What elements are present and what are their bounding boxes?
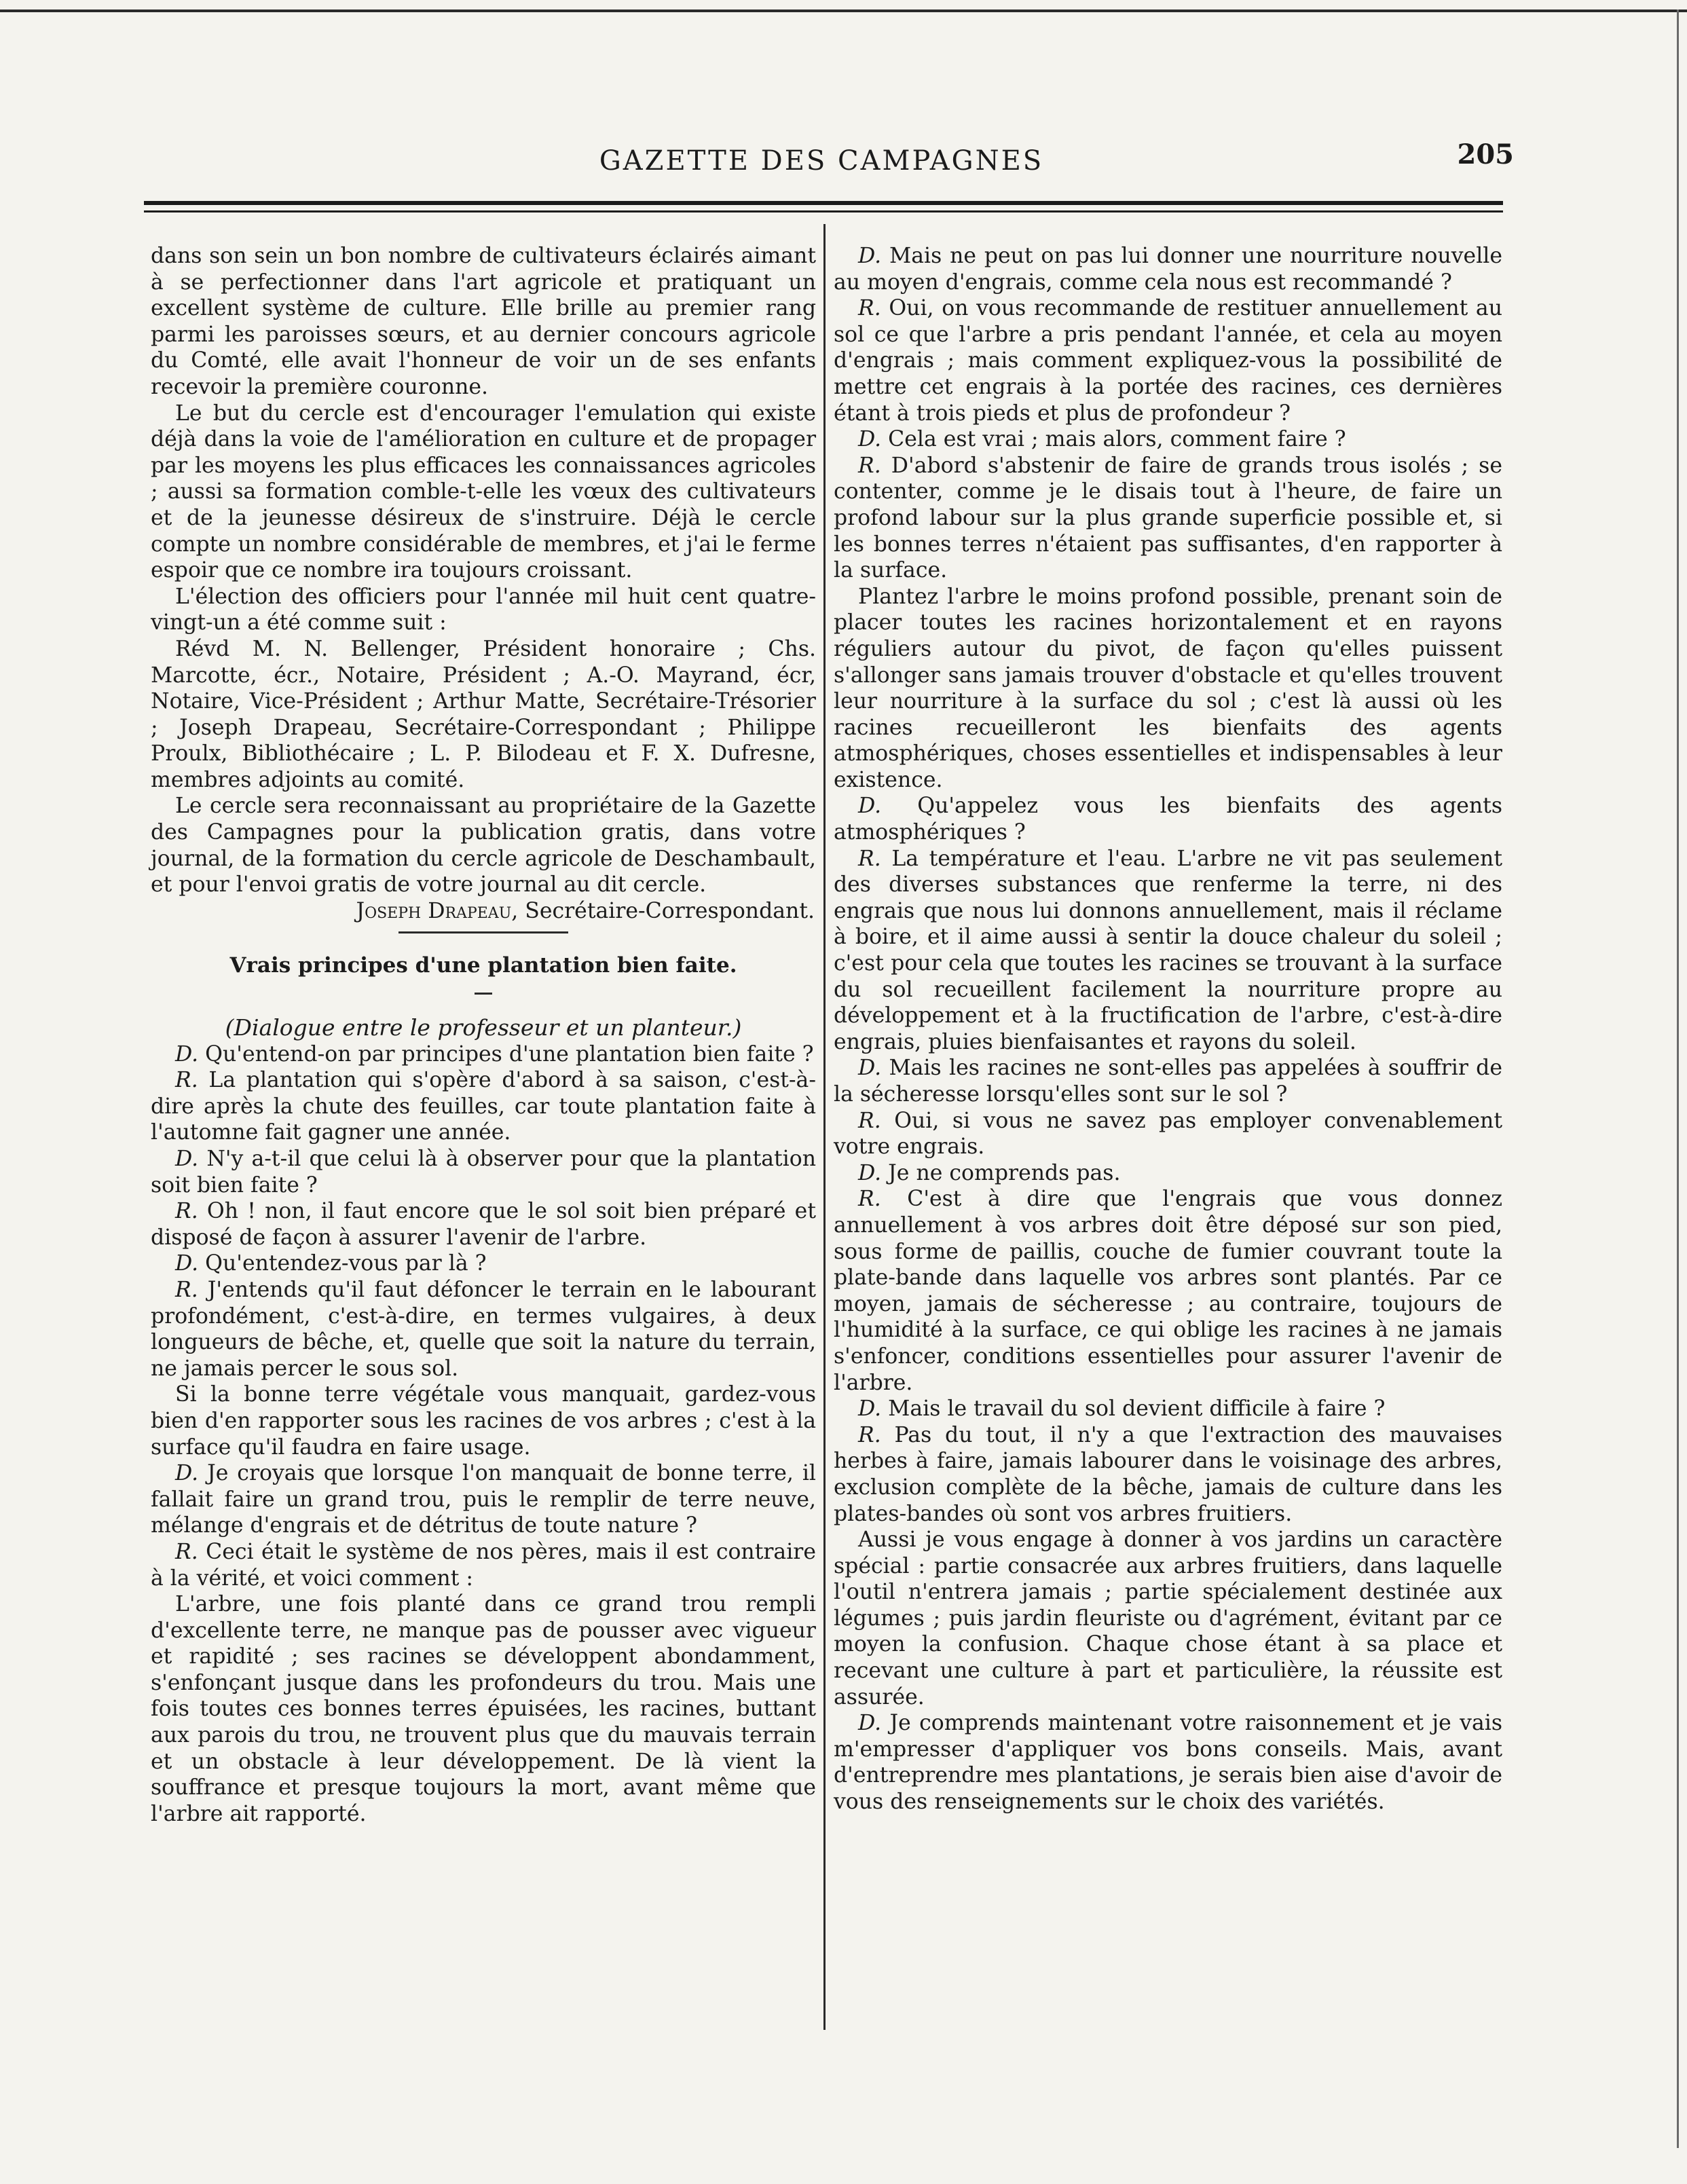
- dialogue-line: Aussi je vous engage à donner à vos jardins un caractère spécial : partie consacrée aux arbres fruitiers, dans laquelle l'outil n'entrera jamais ; partie spécialement destinée aux légumes ; puis jardin fleuriste ou d'agrément, évitant par ce moyen la confusion. Chaque chose étant à sa place et recevant une culture à part et particulière, la réussite est assurée.: [834, 1528, 1502, 1709]
- article-title: Vrais principes d'une plantation bien faite.: [229, 953, 737, 978]
- paragraph: L'élection des officiers pour l'année mil huit cent quatre-vingt-un a été comme suit :: [151, 584, 816, 635]
- dialogue-line: D. Qu'entend-on par principes d'une plantation bien faite ?: [175, 1041, 814, 1067]
- dialogue-line: D. Je croyais que lorsque l'on manquait de bonne terre, il fallait faire un grand trou, puis le remplir de terre neuve, mélange d'engrais et de détritus de toute nature ?: [151, 1461, 816, 1538]
- dialogue-line: R. Ceci était le système de nos pères, mais il est contraire à la vérité, et voici comment :: [151, 1539, 816, 1591]
- dialogue-line: D. Mais les racines ne sont-elles pas appelées à souffrir de la sécheresse lorsqu'elles sont sur le sol ?: [834, 1056, 1502, 1107]
- speaker-marker: D.: [858, 244, 882, 268]
- signature: [151, 898, 815, 925]
- signature-title: , Secrétaire-Correspondant.: [511, 898, 815, 923]
- page-number: 205: [1457, 138, 1514, 170]
- dialogue-line: R. Pas du tout, il n'y a que l'extraction des mauvaises herbes à faire, jamais labourer dans le voisinage des arbres, exclusion complète de la bêche, jamais de culture dans les plates-bandes où sont vos arbres fruitiers.: [834, 1422, 1502, 1526]
- paragraph: Le cercle sera reconnaissant au propriétaire de la Gazette des Campagnes pour la publication gratis, dans votre journal, de la formation du cercle agricole de Deschambault, et pour l'envoi gratis de votre journal au dit cercle.: [151, 794, 816, 897]
- speaker-marker: D.: [858, 1396, 882, 1422]
- speaker-marker: D.: [175, 1041, 199, 1067]
- speaker-marker: D.: [175, 1147, 199, 1171]
- signature-name: Joseph Drapeau: [356, 898, 512, 923]
- dialogue-line: D. Je ne comprends pas.: [858, 1160, 1121, 1185]
- dialogue-line: D. Mais ne peut on pas lui donner une nourriture nouvelle au moyen d'engrais, comme cela nous est recommandé ?: [834, 244, 1502, 295]
- header-rule-thin: [144, 210, 1503, 212]
- running-title: GAZETTE DES CAMPAGNES: [599, 145, 1044, 177]
- speaker-marker: D.: [858, 794, 882, 819]
- dialogue-line: Si la bonne terre végétale vous manquait, gardez-vous bien d'en rapporter sous les racines de vos arbres ; c'est à la surface qu'il faudra en faire usage.: [151, 1382, 816, 1460]
- speaker-marker: R.: [858, 1108, 881, 1133]
- right-column: [834, 243, 1502, 1815]
- speaker-marker: R.: [175, 1199, 198, 1224]
- paragraph: Révd M. N. Bellenger, Président honoraire ; Chs. Marcotte, écr., Notaire, Président ; A.-O. Mayrand, écr, Notaire, Vice-Président ; Arthur Matte, Secrétaire-Trésorier ; Joseph Drapeau, Secrétaire-Correspondant ; Philippe Proulx, Bibliothécaire ; L. P. Bilodeau et F. X. Dufresne, membres adjoints au comité.: [151, 636, 816, 792]
- page-top-border: [0, 10, 1687, 12]
- speaker-marker: D.: [858, 427, 882, 452]
- dialogue-line: R. J'entends qu'il faut défoncer le terrain en le labourant profondément, c'est-à-dire, en termes vulgaires, à deux longueurs de bêche, et, quelle que soit la nature du terrain, ne jamais percer le sous sol.: [151, 1277, 816, 1381]
- dialogue-line: R. La température et l'eau. L'arbre ne vit pas seulement des diverses substances que renferme la terre, ni des engrais que nous lui donnons annuellement, mais il réclame à boire, et il aime aussi à sentir la douce chaleur du soleil ; c'est pour cela que toutes les racines se trouvant à la surface du sol recueillent facilement la nourriture propre au développement et à la fructification de l'arbre, c'est-à-dire engrais, pluies bienfaisantes et rayons du soleil.: [834, 846, 1502, 1054]
- speaker-marker: R.: [175, 1277, 198, 1302]
- dialogue-line: D. Mais le travail du sol devient difficile à faire ?: [858, 1396, 1386, 1422]
- article-subtitle: (Dialogue entre le professeur et un planteur.): [225, 1014, 742, 1041]
- dialogue-line: Plantez l'arbre le moins profond possible, prenant soin de placer toutes les racines horizontalement et en rayons réguliers autour du pivot, de façon qu'elles puissent s'allonger sans jamais trouver d'obstacle et qu'elles trouvent leur nourriture à la surface du sol ; c'est là aussi où les racines recueilleront les bienfaits des agents atmosphériques, choses essentielles et indispensables à leur existence.: [834, 584, 1502, 792]
- dialogue-line: R. C'est à dire que l'engrais que vous donnez annuellement à vos arbres doit être déposé sur son pied, sous forme de paillis, couche de fumier couvrant toute la plate-bande dans laquelle vos arbres sont plantés. Par ce moyen, jamais de sécheresse ; au contraire, toujours de l'humidité à la surface, ce qui oblige les racines à ne jamais s'enfoncer, conditions essentielles pour assurer l'avenir de l'arbre.: [834, 1187, 1502, 1395]
- header-rule-thick: [144, 201, 1503, 205]
- speaker-marker: R.: [175, 1068, 198, 1093]
- speaker-marker: D.: [858, 1160, 882, 1185]
- dialogue-line: R. La plantation qui s'opère d'abord à sa saison, c'est-à-dire après la chute des feuilles, car toute plantation faite à l'automne fait gagner une année.: [151, 1068, 816, 1145]
- speaker-marker: D.: [175, 1251, 199, 1276]
- dialogue-line: D. Qu'entendez-vous par là ?: [175, 1251, 487, 1276]
- page-header: [143, 133, 1514, 187]
- speaker-marker: R.: [858, 296, 881, 321]
- speaker-marker: R.: [858, 1187, 881, 1212]
- dialogue-line: R. Oh ! non, il faut encore que le sol soit bien préparé et disposé de façon à assurer l'avenir de l'arbre.: [151, 1199, 816, 1250]
- title-dash: [151, 982, 816, 995]
- paragraph: dans son sein un bon nombre de cultivateurs éclairés aimant à se perfectionner dans l'art agricole et pratiquant un excellent système de culture. Elle brille au premier rang parmi les paroisses sœurs, et au dernier concours agricole du Comté, elle avait l'honneur de voir un de ses enfants recevoir la première couronne.: [151, 244, 816, 399]
- dialogue-line: D. N'y a-t-il que celui là à observer pour que la plantation soit bien faite ?: [151, 1147, 816, 1198]
- column-divider: [823, 224, 826, 2030]
- speaker-marker: D.: [858, 1711, 882, 1736]
- speaker-marker: D.: [175, 1461, 199, 1486]
- speaker-marker: R.: [175, 1539, 198, 1564]
- left-column: [151, 243, 816, 1827]
- dialogue-line: L'arbre, une fois planté dans ce grand trou rempli d'excellente terre, ne manque pas de pousser avec vigueur et rapidité ; ses racines se développent abondamment, s'enfonçant jusque dans les profondeurs du trou. Mais une fois toutes ces bonnes terres épuisées, les racines, buttant aux parois du trou, ne trouvent plus que du mauvais terrain et un obstacle à leur développement. De là vient la souffrance et presque toujours la mort, avant même que l'arbre ait rapporté.: [151, 1592, 816, 1826]
- speaker-marker: R.: [858, 846, 881, 871]
- speaker-marker: R.: [858, 453, 881, 478]
- dialogue-line: R. Oui, si vous ne savez pas employer convenablement votre engrais.: [834, 1108, 1502, 1160]
- dialogue-line: R. D'abord s'abstenir de faire de grands trous isolés ; se contenter, comme je le disais tout à l'heure, de faire un profond labour sur la plus grande superficie possible et, si les bonnes terres n'étaient pas suffisantes, d'en rapporter à la surface.: [834, 453, 1502, 583]
- article-separator: [151, 925, 816, 938]
- paragraph: Le but du cercle est d'encourager l'emulation qui existe déjà dans la voie de l'amélioration en culture et de propager par les moyens les plus efficaces les connaissances agricoles ; aussi sa formation comble-t-elle les vœux des cultivateurs et de la jeunesse désireux de s'instruire. Déjà le cercle compte un nombre considérable de membres, et j'ai le ferme espoir que ce nombre ira toujours croissant.: [151, 401, 816, 583]
- speaker-marker: R.: [858, 1422, 881, 1447]
- dialogue-line: D. Cela est vrai ; mais alors, comment faire ?: [858, 427, 1346, 452]
- dialogue-line: D. Je comprends maintenant votre raisonnement et je vais m'empresser d'appliquer vos bons conseils. Mais, avant d'entreprendre mes plantations, je serais bien aise d'avoir de vous des renseignements sur le choix des variétés.: [834, 1711, 1502, 1815]
- dialogue-line: R. Oui, on vous recommande de restituer annuellement au sol ce que l'arbre a pris pendant l'année, et cela au moyen d'engrais ; mais comment expliquez-vous la possibilité de mettre cet engrais à la portée des racines, ces dernières étant à trois pieds et plus de profondeur ?: [834, 296, 1502, 426]
- dialogue-line: D. Qu'appelez vous les bienfaits des agents atmosphériques ?: [834, 794, 1502, 845]
- speaker-marker: D.: [858, 1056, 882, 1081]
- page-right-border: [1677, 10, 1679, 2148]
